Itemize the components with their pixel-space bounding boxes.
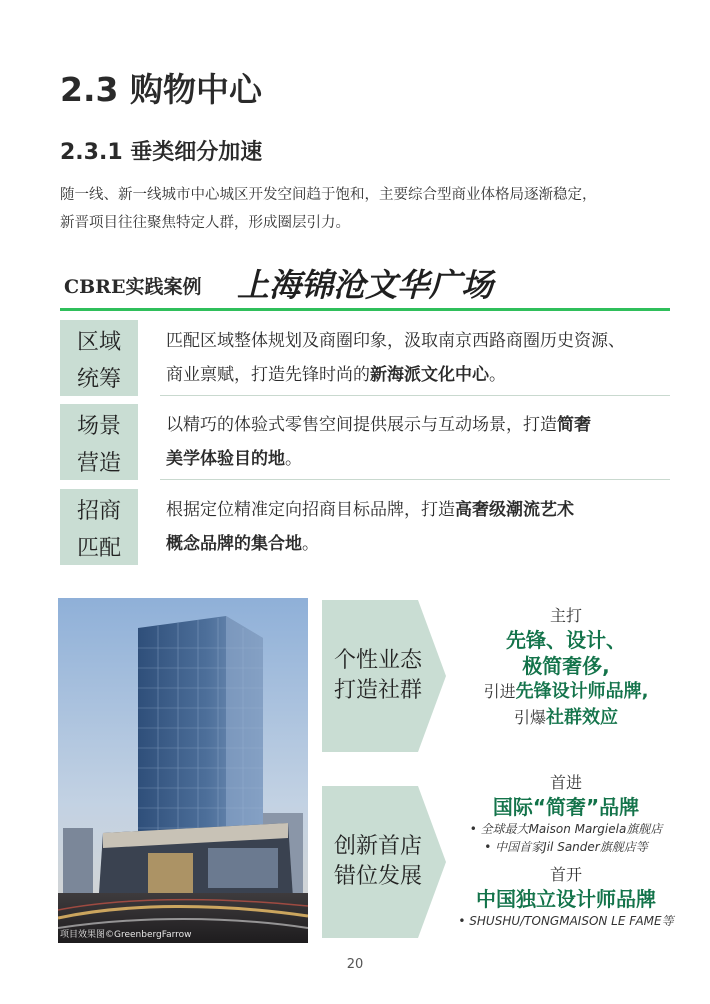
mixed-line bbox=[442, 679, 690, 705]
text-bold: 概念品牌的集合地 bbox=[166, 534, 302, 554]
row-divider bbox=[160, 479, 670, 480]
text-bold: 先锋设计师品牌 bbox=[515, 681, 642, 702]
tag-line: 统筹 bbox=[76, 367, 121, 392]
strategy-tag bbox=[60, 489, 138, 565]
text-segment: 。 bbox=[285, 449, 302, 469]
panel-content-flagship bbox=[442, 772, 690, 930]
strategy-row-leasing bbox=[60, 489, 670, 565]
mixed-line bbox=[442, 705, 690, 731]
chevron-panel-flagship bbox=[322, 786, 446, 938]
tag-line: 匹配 bbox=[76, 536, 121, 561]
panel-content-community bbox=[442, 605, 690, 731]
green-divider bbox=[60, 308, 670, 311]
highlight-line: 国际“简奢”品牌 bbox=[492, 795, 640, 819]
text-bold: 美学体验目的地 bbox=[166, 449, 285, 469]
intro-line: 随一线、新一线城市中心城区开发空间趋于饱和，主要综合型商业体格局逐渐稳定， bbox=[60, 187, 597, 203]
page-heading: 2.3 购物中心 bbox=[60, 70, 262, 109]
text-bold: 新海派文化中心 bbox=[370, 365, 489, 385]
case-title: 上海锦沧文华广场 bbox=[237, 266, 494, 304]
text-segment: 。 bbox=[489, 365, 506, 385]
chevron-panel-community bbox=[322, 600, 446, 752]
tag-line: 营造 bbox=[76, 451, 121, 476]
building-illustration bbox=[58, 598, 308, 943]
panel-label bbox=[322, 646, 434, 706]
tag-line: 招商 bbox=[76, 499, 121, 524]
label-line: 个性业态 bbox=[333, 648, 422, 673]
strategy-text bbox=[166, 324, 670, 392]
highlight-line: 极简奢侈, bbox=[522, 654, 610, 678]
highlight-line: 先锋、设计、 bbox=[506, 628, 626, 652]
case-label: CBRE实践案例 bbox=[64, 276, 202, 298]
text-segment: 引进 bbox=[483, 682, 516, 701]
text-bold: , bbox=[641, 681, 649, 702]
page-number: 20 bbox=[346, 957, 364, 972]
bullet-item: • SHUSHU/TONGMAISON LE FAME等 bbox=[458, 914, 674, 928]
strategy-text bbox=[166, 408, 670, 476]
label-line: 打造社群 bbox=[333, 678, 422, 703]
image-caption: 项目效果图©GreenbergFarrow bbox=[60, 930, 192, 940]
panel-intro: 首开 bbox=[549, 865, 582, 884]
panel-label bbox=[322, 832, 434, 892]
text-segment: 根据定位精准定向招商目标品牌，打造 bbox=[166, 500, 455, 520]
text-bold: 简奢 bbox=[557, 415, 591, 435]
strategy-tag bbox=[60, 404, 138, 480]
highlight-line: 中国独立设计师品牌 bbox=[476, 887, 656, 911]
text-segment: 匹配区域整体规划及商圈印象，汲取南京西路商圈历史资源、 bbox=[166, 331, 625, 351]
label-line: 错位发展 bbox=[333, 864, 422, 889]
text-segment: 以精巧的体验式零售空间提供展示与互动场景，打造 bbox=[166, 415, 557, 435]
bullet-item: • 中国首家Jil Sander旗舰店等 bbox=[484, 840, 648, 854]
text-bold: 高奢级潮流艺术 bbox=[455, 500, 574, 520]
panel-intro: 首进 bbox=[549, 773, 582, 792]
section-subheading: 2.3.1 垂类细分加速 bbox=[60, 140, 263, 165]
intro-line: 新晋项目往往聚焦特定人群，形成圈层引力。 bbox=[60, 215, 350, 231]
building-rendering-image bbox=[58, 598, 308, 943]
bullet-item: • 全球最大Maison Margiela旗舰店 bbox=[469, 822, 663, 836]
intro-paragraph bbox=[60, 181, 680, 237]
row-divider bbox=[160, 395, 670, 396]
strategy-tag bbox=[60, 320, 138, 396]
text-segment: 引爆 bbox=[513, 708, 546, 727]
text-segment: 商业禀赋，打造先锋时尚的 bbox=[166, 365, 370, 385]
tag-line: 场景 bbox=[76, 414, 121, 439]
text-bold: 社群效应 bbox=[546, 707, 618, 728]
panel-intro: 主打 bbox=[549, 606, 582, 625]
strategy-row-scene bbox=[60, 404, 670, 480]
label-line: 创新首店 bbox=[333, 834, 422, 859]
strategy-row-regional bbox=[60, 320, 670, 396]
case-header bbox=[60, 258, 670, 310]
text-segment: 。 bbox=[302, 534, 319, 554]
tag-line: 区域 bbox=[76, 330, 121, 355]
strategy-text bbox=[166, 493, 670, 561]
